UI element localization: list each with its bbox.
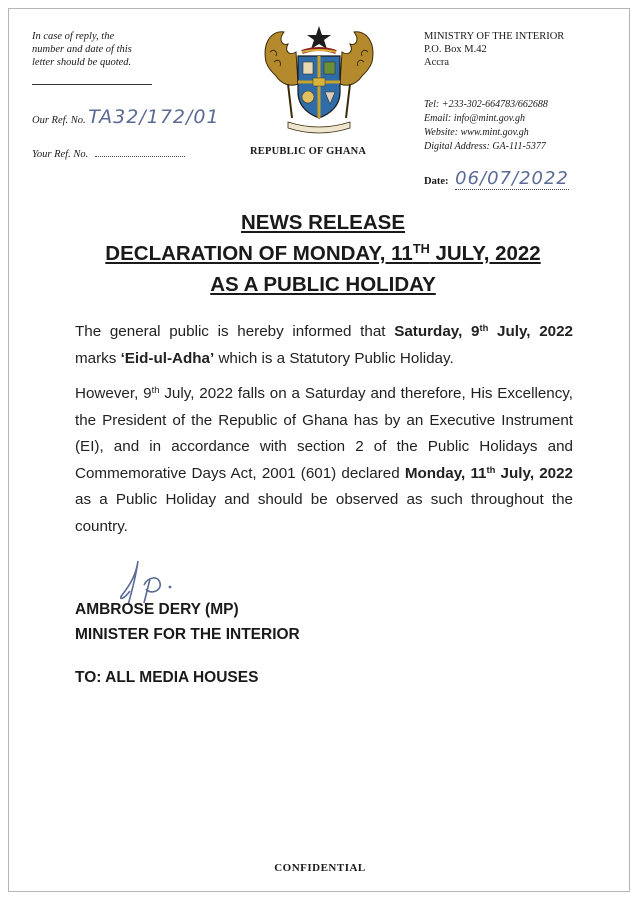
our-ref-label: Our Ref. No. [32, 115, 86, 126]
p2-sup-text: th [486, 463, 496, 475]
your-ref-blank [95, 146, 185, 157]
reply-note [32, 30, 172, 69]
p1-eid: ‘Eid-ul-Adha’ [120, 349, 215, 367]
title-superscript: TH [412, 241, 430, 257]
title-public-holiday: AS A PUBLIC HOLIDAY [210, 273, 436, 296]
date-label: Date: [424, 176, 449, 187]
republic-label: REPUBLIC OF GHANA [250, 146, 367, 157]
date-value: 06/07/2022 [455, 168, 569, 189]
p1-date: July, 2022 [488, 323, 574, 340]
date-row [424, 168, 569, 189]
ghana-coat-of-arms-icon [258, 22, 380, 134]
telephone: Tel: +233-302-664783/662688 [424, 99, 548, 110]
signatory-position: MINISTER FOR THE INTERIOR [75, 626, 300, 643]
title-declaration-text: DECLARATION OF MONDAY, 11 [105, 242, 413, 265]
reply-note-line: number and date of this [32, 44, 132, 55]
paragraph-2 [75, 381, 573, 540]
title-declaration [40, 238, 606, 269]
p1-sup-text: th [479, 321, 489, 333]
p2-superscript: th [151, 383, 160, 395]
signatory-name: AMBROSE DERY (MP) [75, 601, 239, 618]
contact-info [424, 98, 548, 154]
p1-text-2: marks [75, 349, 121, 367]
reply-note-line: letter should be quoted. [32, 57, 132, 68]
your-ref-row [32, 146, 185, 160]
p2-date: July, 2022 [495, 464, 573, 482]
digital-address: Digital Address: GA-111-5377 [424, 141, 546, 152]
city: Accra [424, 57, 450, 68]
title-news-release: NEWS RELEASE [240, 211, 406, 234]
p2-monday: Monday, 11 [404, 464, 487, 482]
p1-superscript [479, 322, 488, 333]
confidential-footer: CONFIDENTIAL [274, 862, 366, 874]
ministry-address [424, 30, 564, 69]
recipient: TO: ALL MEDIA HOUSES [75, 669, 259, 686]
our-ref-value: TA32/172/01 [88, 106, 220, 128]
po-box: P.O. Box M.42 [424, 44, 487, 55]
your-ref-label: Your Ref. No. [32, 149, 89, 160]
header-divider [32, 84, 152, 85]
paragraph-1 [75, 319, 573, 372]
document-title [40, 207, 606, 300]
ministry-name: MINISTRY OF THE INTERIOR [424, 31, 565, 42]
p1-saturday: Saturday, 9 [394, 323, 480, 340]
p2-text: However, 9 [75, 385, 152, 402]
p2-text-2: July, 2022 falls on a Saturday and therefore, His Excellency, the President of the Republic of Ghana has by an Executive Instrument (EI), and in accordance with section 2 of the Public Holidays and Commemorative Days Act, 2001 (601) declared [75, 385, 573, 482]
email: Email: info@mint.gov.gh [424, 113, 525, 124]
title-declaration-date: JULY, 2022 [429, 242, 541, 265]
p2-text-3: as a Public Holiday and should be observed as such throughout the country. [75, 491, 573, 535]
our-ref-row [32, 106, 220, 128]
p1-text: The general public is hereby informed that [75, 323, 395, 340]
reply-note-line: In case of reply, the [32, 31, 115, 42]
website: Website: www.mint.gov.gh [424, 127, 529, 138]
p1-text-3: which is a Statutory Public Holiday. [214, 349, 454, 367]
signatory-block [75, 597, 300, 647]
